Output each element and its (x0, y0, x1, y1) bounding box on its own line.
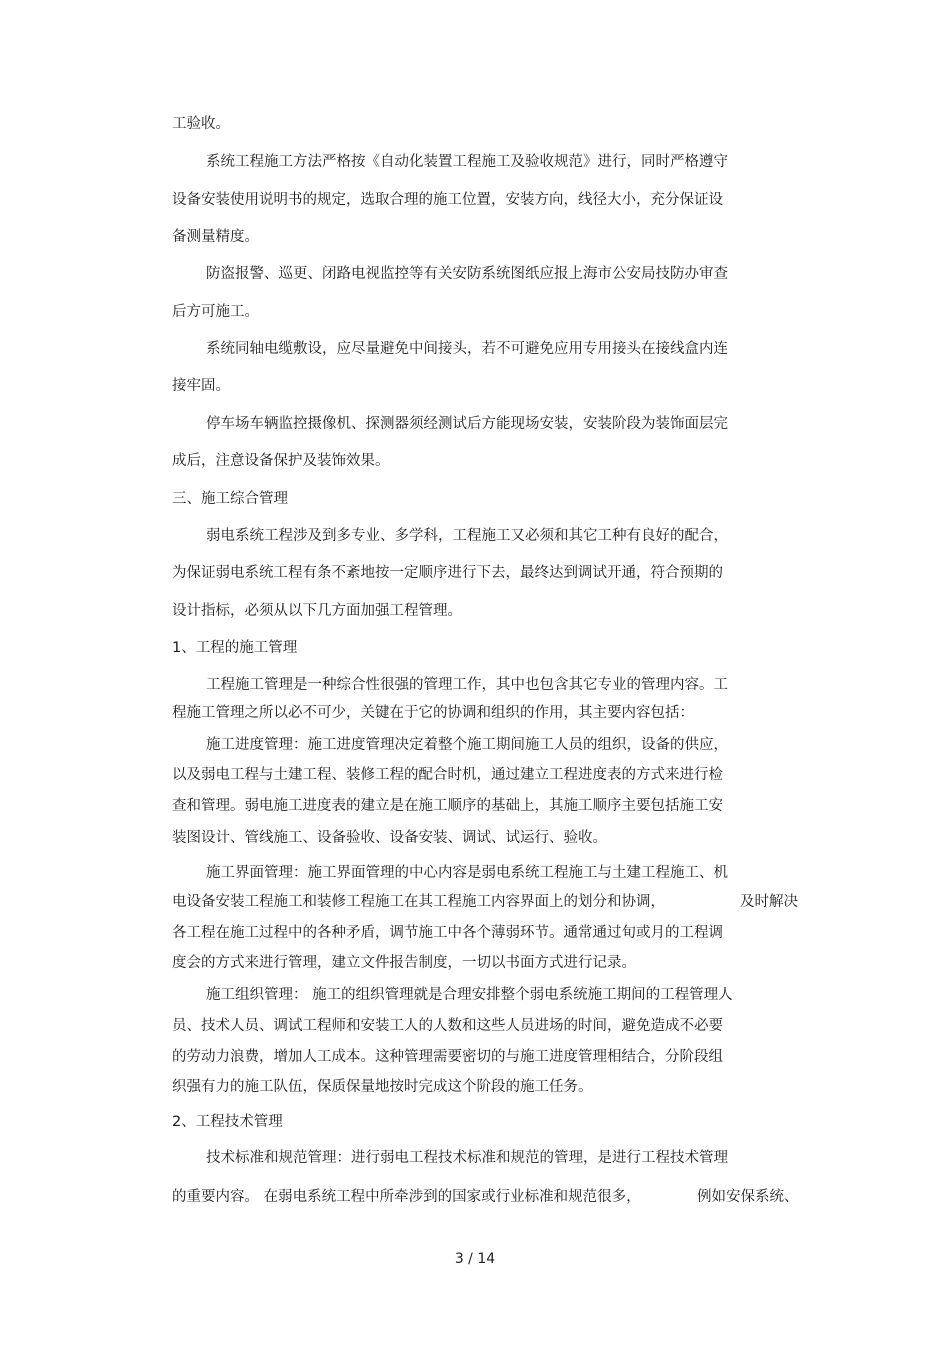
text-line-segment: 装图设计、管线施工、设备验收、设备安装、调试、试运行、验收。 (172, 830, 607, 846)
text-line-segment: 施工界面管理：施工界面管理的中心内容是弱电系统工程施工与土建工程施工、机 (206, 865, 728, 881)
text-line-segment: 停车场车辆监控摄像机、探测器须经测试后方能现场安装，安装阶段为装饰面层完 (206, 416, 728, 432)
text-line (172, 828, 607, 848)
text-line-segment: 成后，注意设备保护及装饰效果。 (172, 453, 390, 469)
text-line (172, 227, 259, 247)
text-line-segment: 接牢固。 (172, 378, 230, 394)
text-line (206, 526, 728, 546)
text-line (172, 1112, 283, 1132)
text-line (206, 339, 728, 359)
text-line (172, 601, 462, 621)
text-line (172, 638, 297, 658)
text-line-segment: 系统工程施工方法严格按《自动化装置工程施工及验收规范》进行，同时严格遵守 (206, 154, 728, 170)
text-line-segment: 2、工程技术管理 (172, 1114, 283, 1130)
text-line (172, 190, 723, 210)
text-line (172, 376, 230, 396)
text-line (206, 152, 728, 172)
text-line (172, 796, 723, 816)
page-number: 3 / 14 (454, 1251, 496, 1267)
text-line-segment: 弱电系统工程涉及到多专业、多学科，工程施工又必须和其它工种有良好的配合， (206, 528, 728, 544)
text-line (172, 923, 723, 943)
text-line (172, 302, 259, 322)
text-line-segment: 例如安保系统、 (697, 1189, 799, 1205)
text-line-segment: 工验收。 (172, 116, 230, 132)
text-line-segment: 各工程在施工过程中的各种矛盾，调节施工中各个薄弱环节。通常通过旬或月的工程调 (172, 925, 723, 941)
text-line (206, 1148, 728, 1168)
text-line (172, 1187, 799, 1207)
text-line (206, 414, 728, 434)
text-line-segment: 三、施工综合管理 (172, 491, 288, 507)
text-line (172, 114, 230, 134)
text-line-segment: 为保证弱电系统工程有条不紊地按一定顺序进行下去，最终达到调试开通，符合预期的 (172, 565, 723, 581)
text-line-segment: 员、技术人员、调试工程师和安装工人的人数和这些人员进场的时间，避免造成不必要 (172, 1018, 723, 1034)
text-line-segment: 防盗报警、巡更、闭路电视监控等有关安防系统图纸应报上海市公安局技防办审查 (206, 266, 728, 282)
text-line-segment: 度会的方式来进行管理，建立文件报告制度，一切以书面方式进行记录。 (172, 955, 636, 971)
text-line-segment: 1、工程的施工管理 (172, 640, 298, 656)
text-line (206, 735, 728, 755)
text-line-segment: 以及弱电工程与土建工程、装修工程的配合时机，通过建立工程进度表的方式来进行检 (172, 767, 723, 783)
text-line (206, 863, 728, 883)
text-line (172, 892, 798, 912)
text-line (172, 1047, 723, 1067)
text-line (172, 563, 723, 583)
text-line-segment: 系统同轴电缆敷设，应尽量避免中间接头，若不可避免应用专用接头在接线盒内连 (206, 341, 728, 357)
text-line-segment: 电设备安装工程施工和装修工程施工在其工程施工内容界面上的划分和协调， (172, 894, 665, 910)
text-line-segment: 后方可施工。 (172, 304, 259, 320)
text-line (206, 675, 728, 695)
text-line (172, 765, 723, 785)
text-line-segment: 施工进度管理：施工进度管理决定着整个施工期间施工人员的组织，设备的供应， (206, 737, 728, 753)
text-line-segment: 施工组织管理： 施工的组织管理就是合理安排整个弱电系统施工期间的工程管理人 (206, 987, 733, 1003)
text-line-segment: 的劳动力浪费，增加人工成本。这种管理需要密切的与施工进度管理相结合，分阶段组 (172, 1049, 723, 1065)
text-line-segment: 备测量精度。 (172, 229, 259, 245)
text-line-segment: 及时解决 (740, 894, 798, 910)
text-line (172, 703, 694, 723)
text-line-segment: 设备安装使用说明书的规定，选取合理的施工位置，安装方向，线径大小，充分保证设 (172, 192, 723, 208)
text-line-segment: 设计指标，必须从以下几方面加强工程管理。 (172, 603, 462, 619)
text-line-segment: 织强有力的施工队伍，保质保量地按时完成这个阶段的施工任务。 (172, 1079, 593, 1095)
text-line (172, 953, 636, 973)
text-line (206, 985, 733, 1005)
text-line (206, 264, 728, 284)
text-line-segment: 程施工管理之所以必不可少，关键在于它的协调和组织的作用，其主要内容包括： (172, 705, 694, 721)
text-line-segment: 工程施工管理是一种综合性很强的管理工作，其中也包含其它专业的管理内容。工 (206, 677, 728, 693)
text-line (172, 489, 288, 509)
text-line-segment: 的重要内容。 在弱电系统工程中所牵涉到的国家或行业标准和规范很多， (172, 1189, 641, 1205)
text-line-segment: 技术标准和规范管理：进行弱电工程技术标准和规范的管理，是进行工程技术管理 (206, 1150, 728, 1166)
text-line (172, 451, 390, 471)
text-line-segment: 查和管理。弱电施工进度表的建立是在施工顺序的基础上，其施工顺序主要包括施工安 (172, 798, 723, 814)
text-line (172, 1016, 723, 1036)
text-line (172, 1077, 593, 1097)
